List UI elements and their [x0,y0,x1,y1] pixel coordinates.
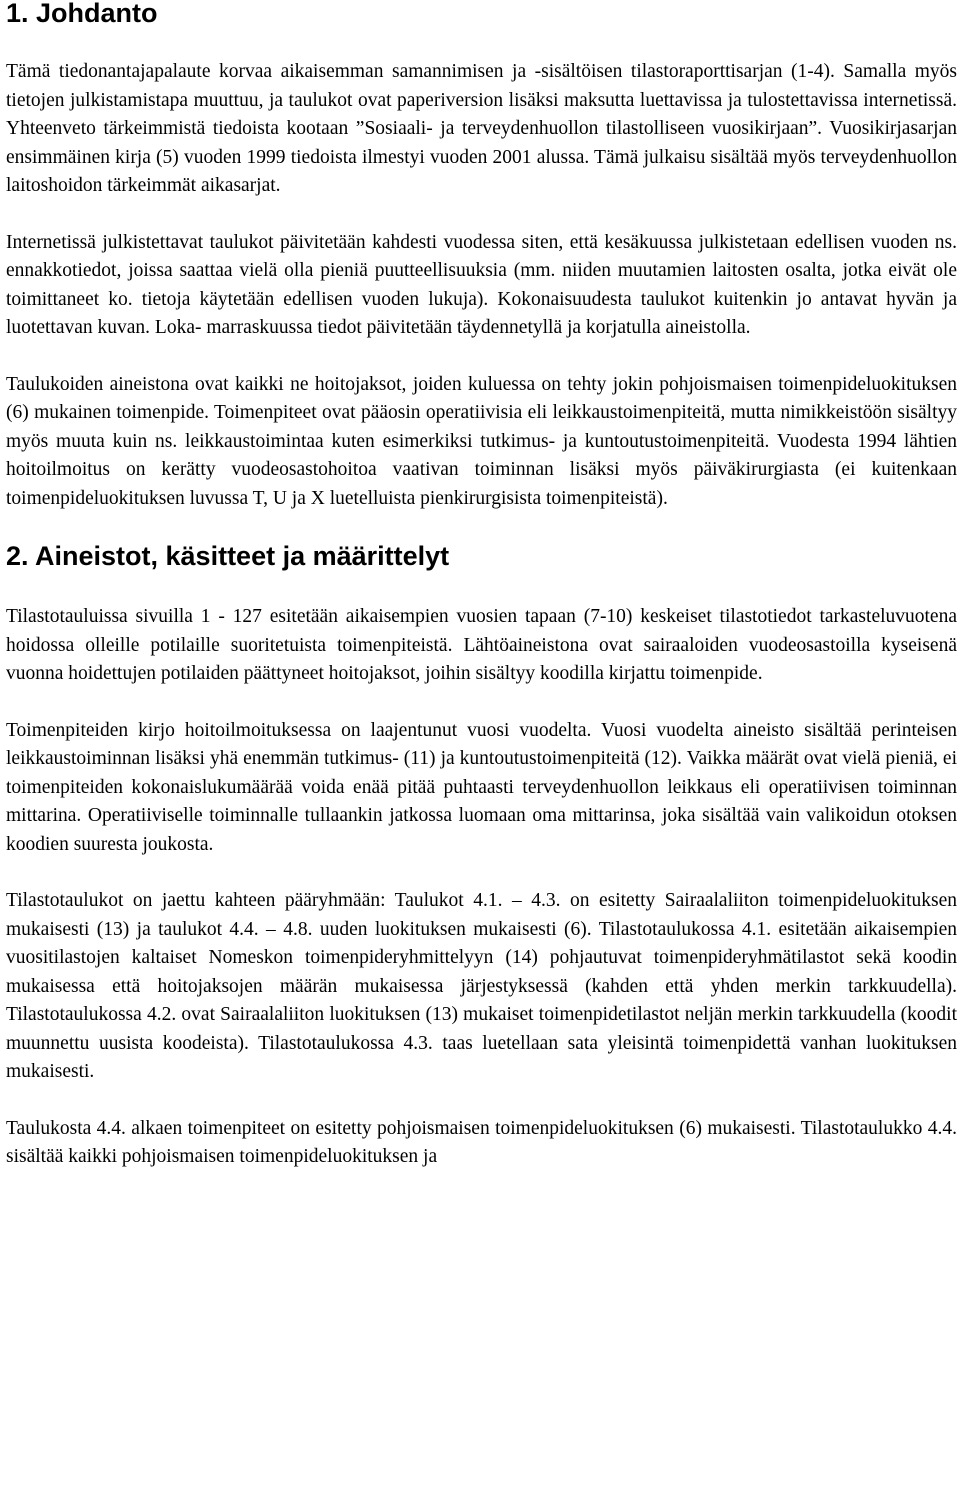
section-1-paragraph-3: Taulukoiden aineistona ovat kaikki ne hoitojaksot, joiden kuluessa on tehty jokin pohjoismaisen toimenpideluokituksen (6) mukainen toimenpide. Toimenpiteet ovat pääosin operatiivisia eli leikkaustoimenpiteitä, mutta nimikkeistöön sisältyy myös muuta kuin ns. leikkaustoimintaa kuten esimerkiksi tutkimus- ja kuntoutustoimenpiteitä. Vuodesta 1994 lähtien hoitoilmoitus on kerätty vuodeosastohoitoa vaativan toiminnan lisäksi myös päiväkirurgiasta (ei kuitenkaan toimenpideluokituksen luvussa T, U ja X luetelluista pienkirurgisista toimenpiteistä). [6,373,957,509]
document-page [6,0,957,1172]
section-1-paragraph-2: Internetissä julkistettavat taulukot päivitetään kahdesti vuodessa siten, että kesäkuussa julkistetaan edellisen vuoden ns. ennakkotiedot, joissa saattaa vielä olla pieniä puutteellisuuksia (mm. niiden muutamien laitosten osalta, jotka eivät ole toimittaneet ko. tietoja käytetään edellisen vuoden lukuja). Kokonaisuudesta taulukot kuitenkin jo antavat hyvän ja luotettavan kuvan. Loka- marraskuussa tiedot päivitetään täydennetyllä ja korjatulla aineistolla. [6,231,957,338]
section-2-paragraph-4: Taulukosta 4.4. alkaen toimenpiteet on esitetty pohjoismaisen toimenpideluokituksen (6) mukaisesti. Tilastotaulukko 4.4. sisältää kaikki pohjoismaisen toimenpideluokituksen ja [6,1117,957,1167]
section-1-heading: 1. Johdanto [6,0,158,28]
section-2-heading: 2. Aineistot, käsitteet ja määrittelyt [6,541,450,571]
section-1-paragraph-1: Tämä tiedonantajapalaute korvaa aikaisemman samannimisen ja -sisältöisen tilastoraporttisarjan (1-4). Samalla myös tietojen julkistamistapa muuttuu, ja taulukot ovat paperiversion lisäksi maksutta luettavissa ja tulostettavissa internetissä. Yhteenveto tärkeimmistä tiedoista kootaan ”Sosiaali- ja terveydenhuollon tilastolliseen vuosikirjaan”. Vuosikirjasarjan ensimmäinen kirja (5) vuoden 1999 tiedoista ilmestyi vuoden 2001 alussa. Tämä julkaisu sisältää myös terveydenhuollon laitoshoidon tärkeimmät aikasarjat. [6,61,957,196]
section-2-paragraph-3: Tilastotaulukot on jaettu kahteen pääryhmään: Taulukot 4.1. – 4.3. on esitetty Sairaalaliiton toimenpideluokituksen mukaisesti (13) ja taulukot 4.4. – 4.8. uuden luokituksen mukaisesti (6). Tilastotaulukossa 4.1. esitetään aikaisempien vuositilastojen kaltaiset Nomeskon toimenpideryhmittelyyn (14) pohjautuvat toimenpideryhmätilastot sekä koodin mukaisessa että hoitojaksojen määrän mukaisessa järjestyksessä (kahden että yhden merkin tarkkuudella). Tilastotaulukossa 4.2. ovat Sairaalaliiton luokituksen (13) mukaiset toimenpidetilastot neljän merkin tarkkuudella (koodit muunnettu uusista koodeista). Tilastotaulukossa 4.3. taas luetellaan sata yleisintä toimenpidettä vanhan luokituksen mukaisesti. [6,890,957,1082]
section-2-paragraph-1: Tilastotauluissa sivuilla 1 - 127 esitetään aikaisempien vuosien tapaan (7-10) keskeiset tilastotiedot tarkasteluvuotena hoidossa olleille potilaille suoritetuista toimenpiteistä. Lähtöaineistona ovat sairaaloiden vuodeosastoilla kyseisenä vuonna hoidettujen potilaiden päättyneet hoitojaksot, joihin sisältyy koodilla kirjattu toimenpide. [6,606,957,684]
section-2-paragraph-2: Toimenpiteiden kirjo hoitoilmoituksessa on laajentunut vuosi vuodelta. Vuosi vuodelta aineisto sisältää perinteisen leikkaustoiminnan lisäksi yhä enemmän tutkimus- (11) ja kuntoutustoimenpiteitä (12). Vaikka määrät ovat vielä pieniä, ei toimenpiteiden kokonaislukumäärää voida enää pitää puhtaasti terveydenhuollon leikkaus eli operatiivisen toiminnan mittarina. Operatiiviselle toiminnalle tullaankin jatkossa luomaan oma mittarinsa, joka sisältää vain valikoidun otoksen koodien suuresta joukosta. [6,719,957,855]
